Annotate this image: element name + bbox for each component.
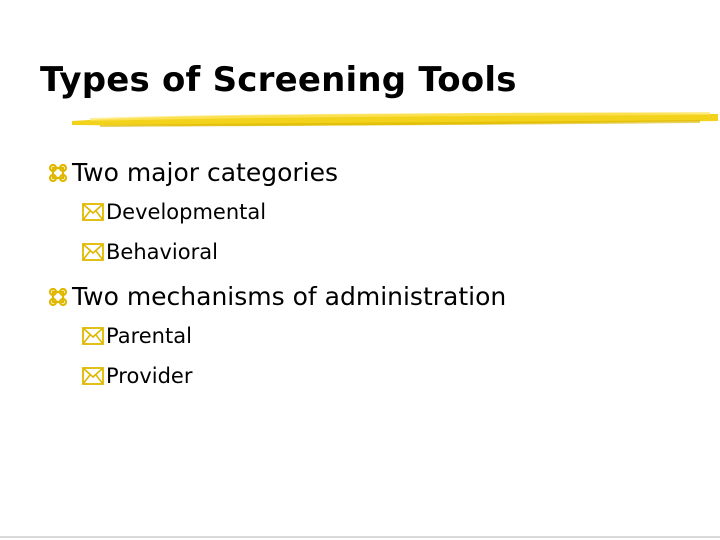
bullet-level2 [82,361,506,391]
slide-title: Types of Screening Tools [40,60,517,100]
bullet-level2 [82,237,506,267]
bullet-text: Two major categories [72,158,339,187]
bullet-text: Provider [106,364,193,388]
bullet-level1 [46,279,506,315]
title-underline-brushstroke [70,104,720,132]
bullet-text: Behavioral [106,240,218,264]
z-bullet-icon [46,161,70,185]
y-bullet-icon [82,327,104,345]
bullet-level1 [46,155,506,191]
bullet-level2 [82,321,506,351]
y-bullet-icon [82,243,104,261]
z-bullet-icon [46,285,70,309]
bullet-text: Two mechanisms of administration [72,282,507,311]
bullet-text: Developmental [106,200,267,224]
slide-bottom-border [0,536,720,538]
bullet-list [46,155,506,391]
bullet-text: Parental [106,324,192,348]
bullet-level2 [82,197,506,227]
y-bullet-icon [82,367,104,385]
y-bullet-icon [82,203,104,221]
